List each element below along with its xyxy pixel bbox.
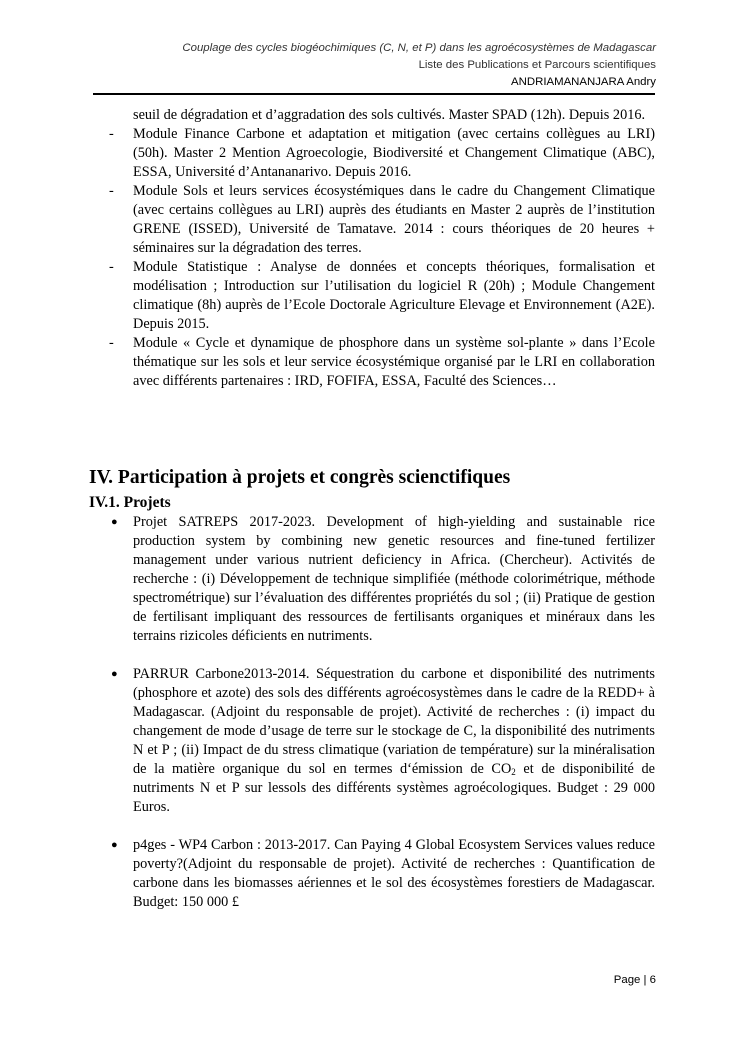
running-header <box>182 40 656 91</box>
project-text: et de disponibilité de nutriments N et P sur lessols des différents systèmes agroécologiques. Budget : 29 000 Euros. <box>133 761 655 815</box>
dash-marker: - <box>109 259 114 275</box>
header-title: Couplage des cycles biogéochimiques (C, N, et P) dans les agroécosystèmes de Madagascar <box>182 42 656 54</box>
project-text: p4ges - WP4 Carbon : 2013-2017. Can Paying 4 Global Ecosystem Services values reduce poverty?(Adjoint du responsable de projet). Activité de recherches : Quantification de carbone dans les biomasses aériennes et le sol des écosystèmes forestiers de Madagascar. Budget: 150 000 £ <box>133 837 655 910</box>
project-item <box>89 836 655 912</box>
header-subtitle: Liste des Publications et Parcours scientifiques <box>418 59 656 71</box>
bullet-marker: ● <box>111 839 118 851</box>
spacer <box>89 817 655 836</box>
page-number: Page | 6 <box>613 974 656 986</box>
project-text: Projet SATREPS 2017-2023. Development of high-yielding and sustainable rice production system by combining new genetic resources and fine-tuned fertilizer management under various nutrient deficiency in Africa. (Chercheur). Activités de recherche : (i) Développement de technique simplifiée (méthode colorimétrique, méthode spectrométrique) sur l’évaluation des différentes propriétés du sol ; (ii) Pratique de gestion de fertilisant impliquant des ressources de fertilisants organiques et minéraux dans les terrains rizicoles déficients en nutriments. <box>133 514 655 644</box>
teaching-item <box>89 334 655 391</box>
bullet-marker: ● <box>111 668 118 680</box>
teaching-item-text: Module Finance Carbone et adaptation et mitigation (avec certains collègues au LRI) (50h). Master 2 Mention Agroecologie, Biodiversité et Changement Climatique (ABC), ESSA, Université d’Antananarivo. Depuis 2016. <box>133 126 655 180</box>
header-rule <box>93 93 655 95</box>
teaching-item-text: Module « Cycle et dynamique de phosphore dans un système sol-plante » dans l’Ecole thématique sur les sols et leur service écosystémique organisé par le LRI en collaboration avec différents partenaires : IRD, FOFIFA, ESSA, Faculté des Sciences… <box>133 335 655 389</box>
project-item <box>89 665 655 817</box>
teaching-item-text: Module Statistique : Analyse de données et concepts théoriques, formalisation et modélisation ; Introduction sur l’utilisation du logiciel R (20h) ; Module Changement climatique (8h) auprès de l’Ecole Doctorale Agriculture Elevage et Environnement (A2E). Depuis 2015. <box>133 259 655 332</box>
spacer <box>89 646 655 665</box>
subscript: 2 <box>511 767 516 777</box>
page-body <box>89 106 655 912</box>
teaching-item <box>89 258 655 334</box>
section-heading: IV. Participation à projets et congrès scienctifiques <box>89 467 511 488</box>
project-item <box>89 513 655 646</box>
bullet-marker: ● <box>111 516 118 528</box>
project-text: PARRUR Carbone2013-2014. Séquestration du carbone et disponibilité des nutriments (phosphore et azote) des sols des différents agroécosystèmes dans le cadre de la REDD+ à Madagascar. (Adjoint du responsable de projet). Activité de recherches : (i) impact du changement de mode d’usage de terre sur le stockage de C, la disponibilité des nutriments N et P ; (ii) Impact de du stress climatique (variation de température) sur la minéralisation de la matière organique du sol en termes d‘émission de CO <box>133 666 655 777</box>
teaching-item <box>89 125 655 182</box>
dash-marker: - <box>109 183 114 199</box>
teaching-item-text: Module Sols et leurs services écosystémiques dans le cadre du Changement Climatique (avec certains collègues au LRI) auprès des étudiants en Master 2 auprès de l’institution GRENE (ISSED), Université de Tamatave. 2014 : cours théoriques de 20 heures + séminaires sur la dégradation des terres. <box>133 183 655 256</box>
header-author: ANDRIAMANANJARA Andry <box>511 76 656 88</box>
dash-marker: - <box>109 335 114 351</box>
teaching-continuation: seuil de dégradation et d’aggradation des sols cultivés. Master SPAD (12h). Depuis 2016. <box>133 107 646 123</box>
teaching-item <box>89 182 655 258</box>
dash-marker: - <box>109 126 114 142</box>
subsection-heading: IV.1. Projets <box>89 494 171 511</box>
